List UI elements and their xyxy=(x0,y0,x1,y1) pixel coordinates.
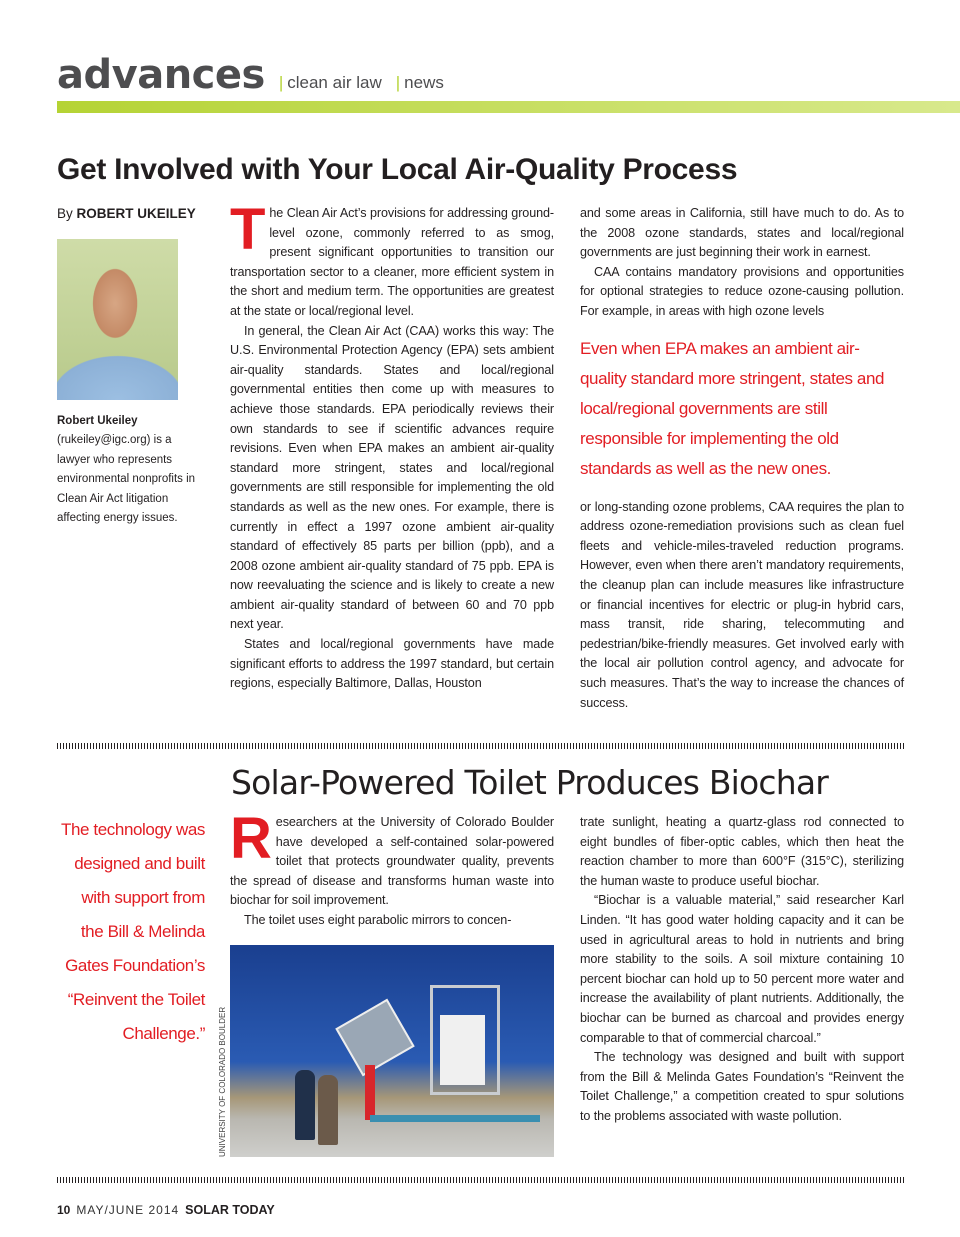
article-column: and some areas in California, still have much to do. As to the 2008 ozone standards, states and local/regional governments are just beginning their work in earnest. CAA contains mandatory provisions and opportunities for optional strategies to reduce ozone-causing pollution. For example, in areas with high ozone levels xyxy=(580,206,904,318)
page-number: 10 xyxy=(57,1202,71,1217)
article-air-quality xyxy=(57,197,904,713)
magazine-name: SOLAR TODAY xyxy=(185,1202,275,1217)
author-column xyxy=(57,204,197,528)
page-footer xyxy=(57,1203,904,1237)
byline: By ROBERT UKEILEY xyxy=(57,206,196,221)
pull-quote: The technology was designed and built with support from the Bill & Melinda Gates Foundation’s “Reinvent the Toilet Challenge.” xyxy=(61,820,205,1044)
page-body xyxy=(57,197,904,1237)
divider xyxy=(57,1177,904,1183)
drop-cap: T xyxy=(230,197,266,262)
header-rule xyxy=(57,101,960,113)
section-title: advances xyxy=(57,52,265,98)
article-solar-toilet xyxy=(57,806,904,1157)
article-column: The Clean Air Act’s provisions for addressing ground-level ozone, commonly referred to as smog, present significant opportunities to transition our transportation sector to a cleaner, more efficient system in the short and medium term. The opportunities are greatest at the state or local/regional level. In general, the Clean Air Act (CAA) works this way: The U.S. Environmental Protection Agency (EPA) sets ambient air-quality standards. States and local/regional governmental entities then come up with measures to achieve those standards. EPA periodically reviews their own standards to see if scientific advances require revisions. Even when EPA makes an ambient air-quality standard more stringent, states and local/regional governments are still responsible for implementing the old standards as well as the new ones. For example, there is currently in effect a 1997 ozone ambient air-quality standard of effectively 85 parts per billion (ppb), and a 2008 ozone ambient air-quality standard of 75 ppb. EPA is now reevaluating the science and is likely to create a new ambient air-quality standard of between 60 and 70 ppb next year. States and local/regional governments have made significant efforts to address the 1997 standard, but certain regions, especially Baltimore, Dallas, Houston xyxy=(230,197,554,691)
toilet-photo xyxy=(230,945,554,1157)
divider xyxy=(57,743,904,749)
article-column: trate sunlight, heating a quartz-glass rod connected to eight bundles of fiber-optic cables, which then heat the reaction chamber to more than 600°F (315°C), sterilizing the human waste to produce useful biochar. “Biochar is a valuable material,” said researcher Karl Linden. “It has good water holding capacity and it can be used in agricultural areas to hold in nutrients and bring more stability to the soils. A soil mixture containing 10 percent biochar can hold up to 50 percent more water and increase the availability of plant nutrients. Additionally, the biochar can be burned as charcoal and provides energy comparable to that of commercial charcoal.” The technology was designed and built with support from the Bill & Melinda Gates Foundation’s “Reinvent the Toilet Challenge,” a competition created to spur solutions to the problems associated with waste pollution. xyxy=(580,815,904,1123)
photo-figure xyxy=(218,945,554,1157)
pull-quote: Even when EPA makes an ambient air-quality standard more stringent, states and local/regional governments are still responsible for implementing the old standards as well as the new ones. xyxy=(580,338,885,478)
section-tag: | clean air law xyxy=(278,73,382,92)
article-column-right xyxy=(580,204,904,713)
section-header xyxy=(57,52,444,98)
author-photo xyxy=(57,239,178,400)
photo-credit: UNIVERSITY OF COLORADO BOULDER xyxy=(218,1006,227,1157)
article-column: or long-standing ozone problems, CAA requires the plan to address ozone-remediation provisions such as clean fuel fleets and vehicle-miles-traveled reduction programs. However, even when there aren’t mandatory requirements, the cleanup plan can include measures like infrastructure or financial incentives for electric or plug-in hybrid cars, mass transit, ride sharing, telecommuting and pedestrian/bike-friendly measures. Get involved early with the local air pollution control agency, and advocate for such measures. That’s the way to increase the chances of success. xyxy=(580,499,904,710)
article-column: Researchers at the University of Colorado Boulder have developed a self-contained solar-powered toilet that protects groundwater quality, prevents the spread of disease and transforms human waste into biochar for soil improvement. The toilet uses eight parabolic mirrors to concen- xyxy=(230,806,554,928)
author-bio: Robert Ukeiley (rukeiley@igc.org) is a lawyer who represents environmental nonprofits in Clean Air Act litigation affecting energy issues. xyxy=(57,415,196,525)
article-title: Get Involved with Your Local Air-Quality Process xyxy=(57,153,738,186)
article-column-middle xyxy=(218,806,554,1157)
drop-cap: R xyxy=(230,806,272,872)
section-tag: | news xyxy=(395,73,444,92)
pull-quote-column xyxy=(57,813,221,1157)
article-title: Solar-Powered Toilet Produces Biochar xyxy=(231,763,829,803)
issue-date: MAY/JUNE 2014 xyxy=(76,1202,180,1217)
